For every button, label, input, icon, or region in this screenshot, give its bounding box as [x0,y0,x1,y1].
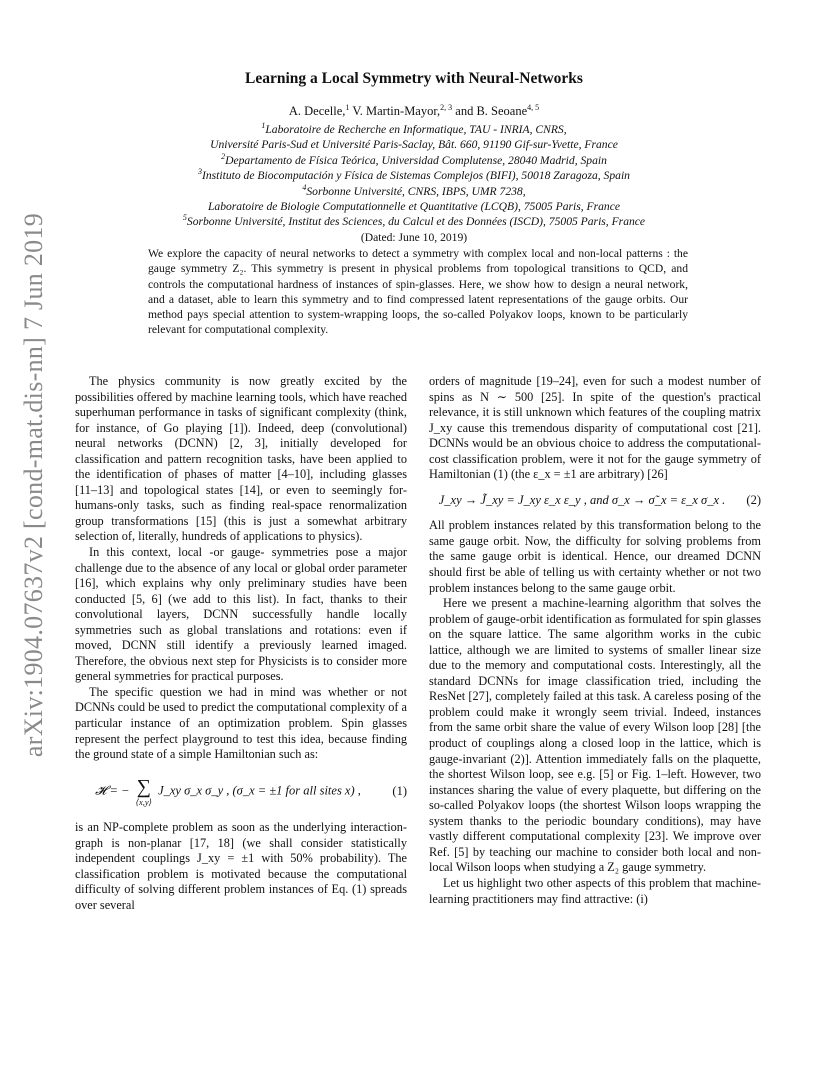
arxiv-side-stamp [14,212,54,758]
author-1: A. Decelle, [288,104,346,118]
paper-title: Learning a Local Symmetry with Neural-Networks [245,70,583,87]
summation-symbol: ∑ ⟨x,y⟩ [135,775,152,807]
paragraph: All problem instances related by this transformation belong to the same gauge orbit. Now, the difficulty for solving problems from the same gauge orbit is identical. Hence, our dreamed DCNN should first be able of telling us with certainty whether or not two problem instances belong to the same gauge orbit. [429,518,761,595]
paragraph: In this context, local -or gauge- symmetries pose a major challenge due to the absence of any local or global order parameter [16], which explains why only preliminary studies have been conducted [5, 6] (we add to this list). In fact, thanks to their convolutional layers, DCNN successfully handle locally symmetries such as global translations and rotations: even if moved, DCNN still identify a previously learned imaged. Therefore, the obvious next step for Physicists is to consider more general symmetries for practical purposes. [75,545,407,684]
affiliation-line: $^3$Instituto de Biocomputación y Física de Sistemas Complejos (BIFI), 50018 Zaragoza, Spain [198,167,630,183]
equation-1-rhs: J_xy σ_x σ_y , (σ_x = ±1 for all sites x) , [158,783,361,798]
author-3: and B. Seoane [455,104,528,118]
equation-1 [75,777,407,807]
abstract: We explore the capacity of neural networks to detect a symmetry with complex local and non-local patterns : the gauge symmetry Z₂. This symmetry is present in physical problems from topological transitions to QCD, and controls the computational hardness of instances of spin-glasses. Here, we show how to design a neural network, and a dataset, able to learn this symmetry and to find compressed latent representations of the gauge orbits. Our method pays special attention to system-wrapping loops, the so-called Polyakov loops, known to be particularly relevant for computational complexity. [148,247,688,337]
affiliation-line: Laboratoire de Biologie Computationnelle et Quantitative (LCQB), 75005 Paris, France [207,200,621,214]
affiliations [100,122,728,245]
equation-2 [429,493,761,509]
dated-line: (Dated: June 10, 2019) [360,230,468,244]
affiliation-line: $^5$Sorbonne Université, Institut des Sciences, du Calcul et des Données (ISCD), 75005 Paris, France [182,213,646,229]
author-2: V. Martin-Mayor, [352,104,441,118]
paragraph: Here we present a machine-learning algorithm that solves the problem of gauge-orbit identification as formulated for spin glasses on the square lattice. The same algorithm works in the cubic lattice, although we are limited to systems of smaller linear size due to the memory and computational costs. Interestingly, all the standard DCNNs for image classification tried, including the ResNet [27], completely failed at this task. A careless posing of the problem could make it wrongly seem trivial. Indeed, instances from the same orbit share the value of every Wilson loop [28] [the product of couplings along a closed loop in the lattice, which is gauge-invariant (2)]. Attention immediately falls on the plaquette, the shortest Wilson loop, see e.g. [5] or Fig. 1–left. However, two instances sharing the value of every plaquette, but differing on the so-called Polyakov loops (the shortest Wilson loops wrapping the system thanks to the periodic boundary conditions), may have vastly different computational complexity [23]. We improve over Ref. [5] by teaching our machine to consider both local and non-local Wilson loops when studying a Z₂ gauge symmetry. [429,596,761,875]
paragraph: Let us highlight two other aspects of this problem that machine-learning practitioners may find attractive: (i) [429,875,761,906]
affiliation-line: $^2$Departamento de Física Teórica, Universidad Complutense, 28040 Madrid, Spain [221,151,607,167]
author-list [100,104,728,119]
equation-1-number: (1) [392,783,407,798]
arxiv-identifier: arXiv:1904.07637v2 [cond-mat.dis-nn] 7 Jun 2019 [19,212,48,758]
affiliation-line: Université Paris-Sud et Université Paris-Saclay, Bât. 660, 91190 Gif-sur-Yvette, France [210,138,618,152]
author-1-affil: 1 [345,102,350,112]
paragraph: orders of magnitude [19–24], even for such a modest number of spins as N ∼ 500 [25]. In spite of the question's practical relevance, it is still unknown which features of the coupling matrix J_xy cause this tremendous disparity of computational cost [21]. DCNNs would be an obvious choice to address the computational-cost classification problem, were it not for the gauge symmetry of Hamiltonian (1) (the ε_x = ±1 are arbitrary) [26] [429,374,761,482]
equation-2-body: J_xy → J̃_xy = J_xy ε_x ε_y , and σ_x → σ̃_x = ε_x σ_x . [438,492,726,507]
affiliation-line: $^1$Laboratoire de Recherche en Informatique, TAU - INRIA, CNRS, [261,121,567,136]
author-3-affil: 4, 5 [527,102,540,112]
summation-subscript: ⟨x,y⟩ [135,796,152,807]
paragraph: The specific question we had in mind was whether or not DCNNs could be used to predict the computational complexity of a particular instance of an optimization problem. Spin glasses represent the perfect playground to test this idea, because finding the ground state of a simple Hamiltonian such as: [75,684,407,762]
right-column [429,374,761,907]
author-2-affil: 2, 3 [440,102,453,112]
affiliation-line: $^4$Sorbonne Université, CNRS, IBPS, UMR 7238, [302,182,526,198]
paragraph: The physics community is now greatly excited by the possibilities offered by machine learning tools, which have reached superhuman performance in tasks of significant complexity (think, for instance, of Go playing [1]). Indeed, deep (convolutional) neural networks (DCNN) [2, 3], initially developed for classification and pattern recognition tasks, have been applied to the identification of phases of matter [4–10], including glasses [11–13] and topological states [14], or even to seemingly for-humans-only tasks, such as finding real-space renormalization group transformations [15] (this is just a somewhat arbitrary selection of, literally, hundreds of applications to physics). [75,374,407,544]
equation-1-lhs: 𝓗 = − [95,783,130,798]
paragraph: is an NP-complete problem as soon as the underlying interaction-graph is non-planar [17, 18] (we shall consider statistically independent couplings J_xy = ±1 with 50% probability). The classification problem is motivated because the computational difficulty of solving different problem instances of Eq. (1) spreads over several [75,820,407,912]
equation-2-number: (2) [746,492,761,507]
left-column [75,374,407,913]
